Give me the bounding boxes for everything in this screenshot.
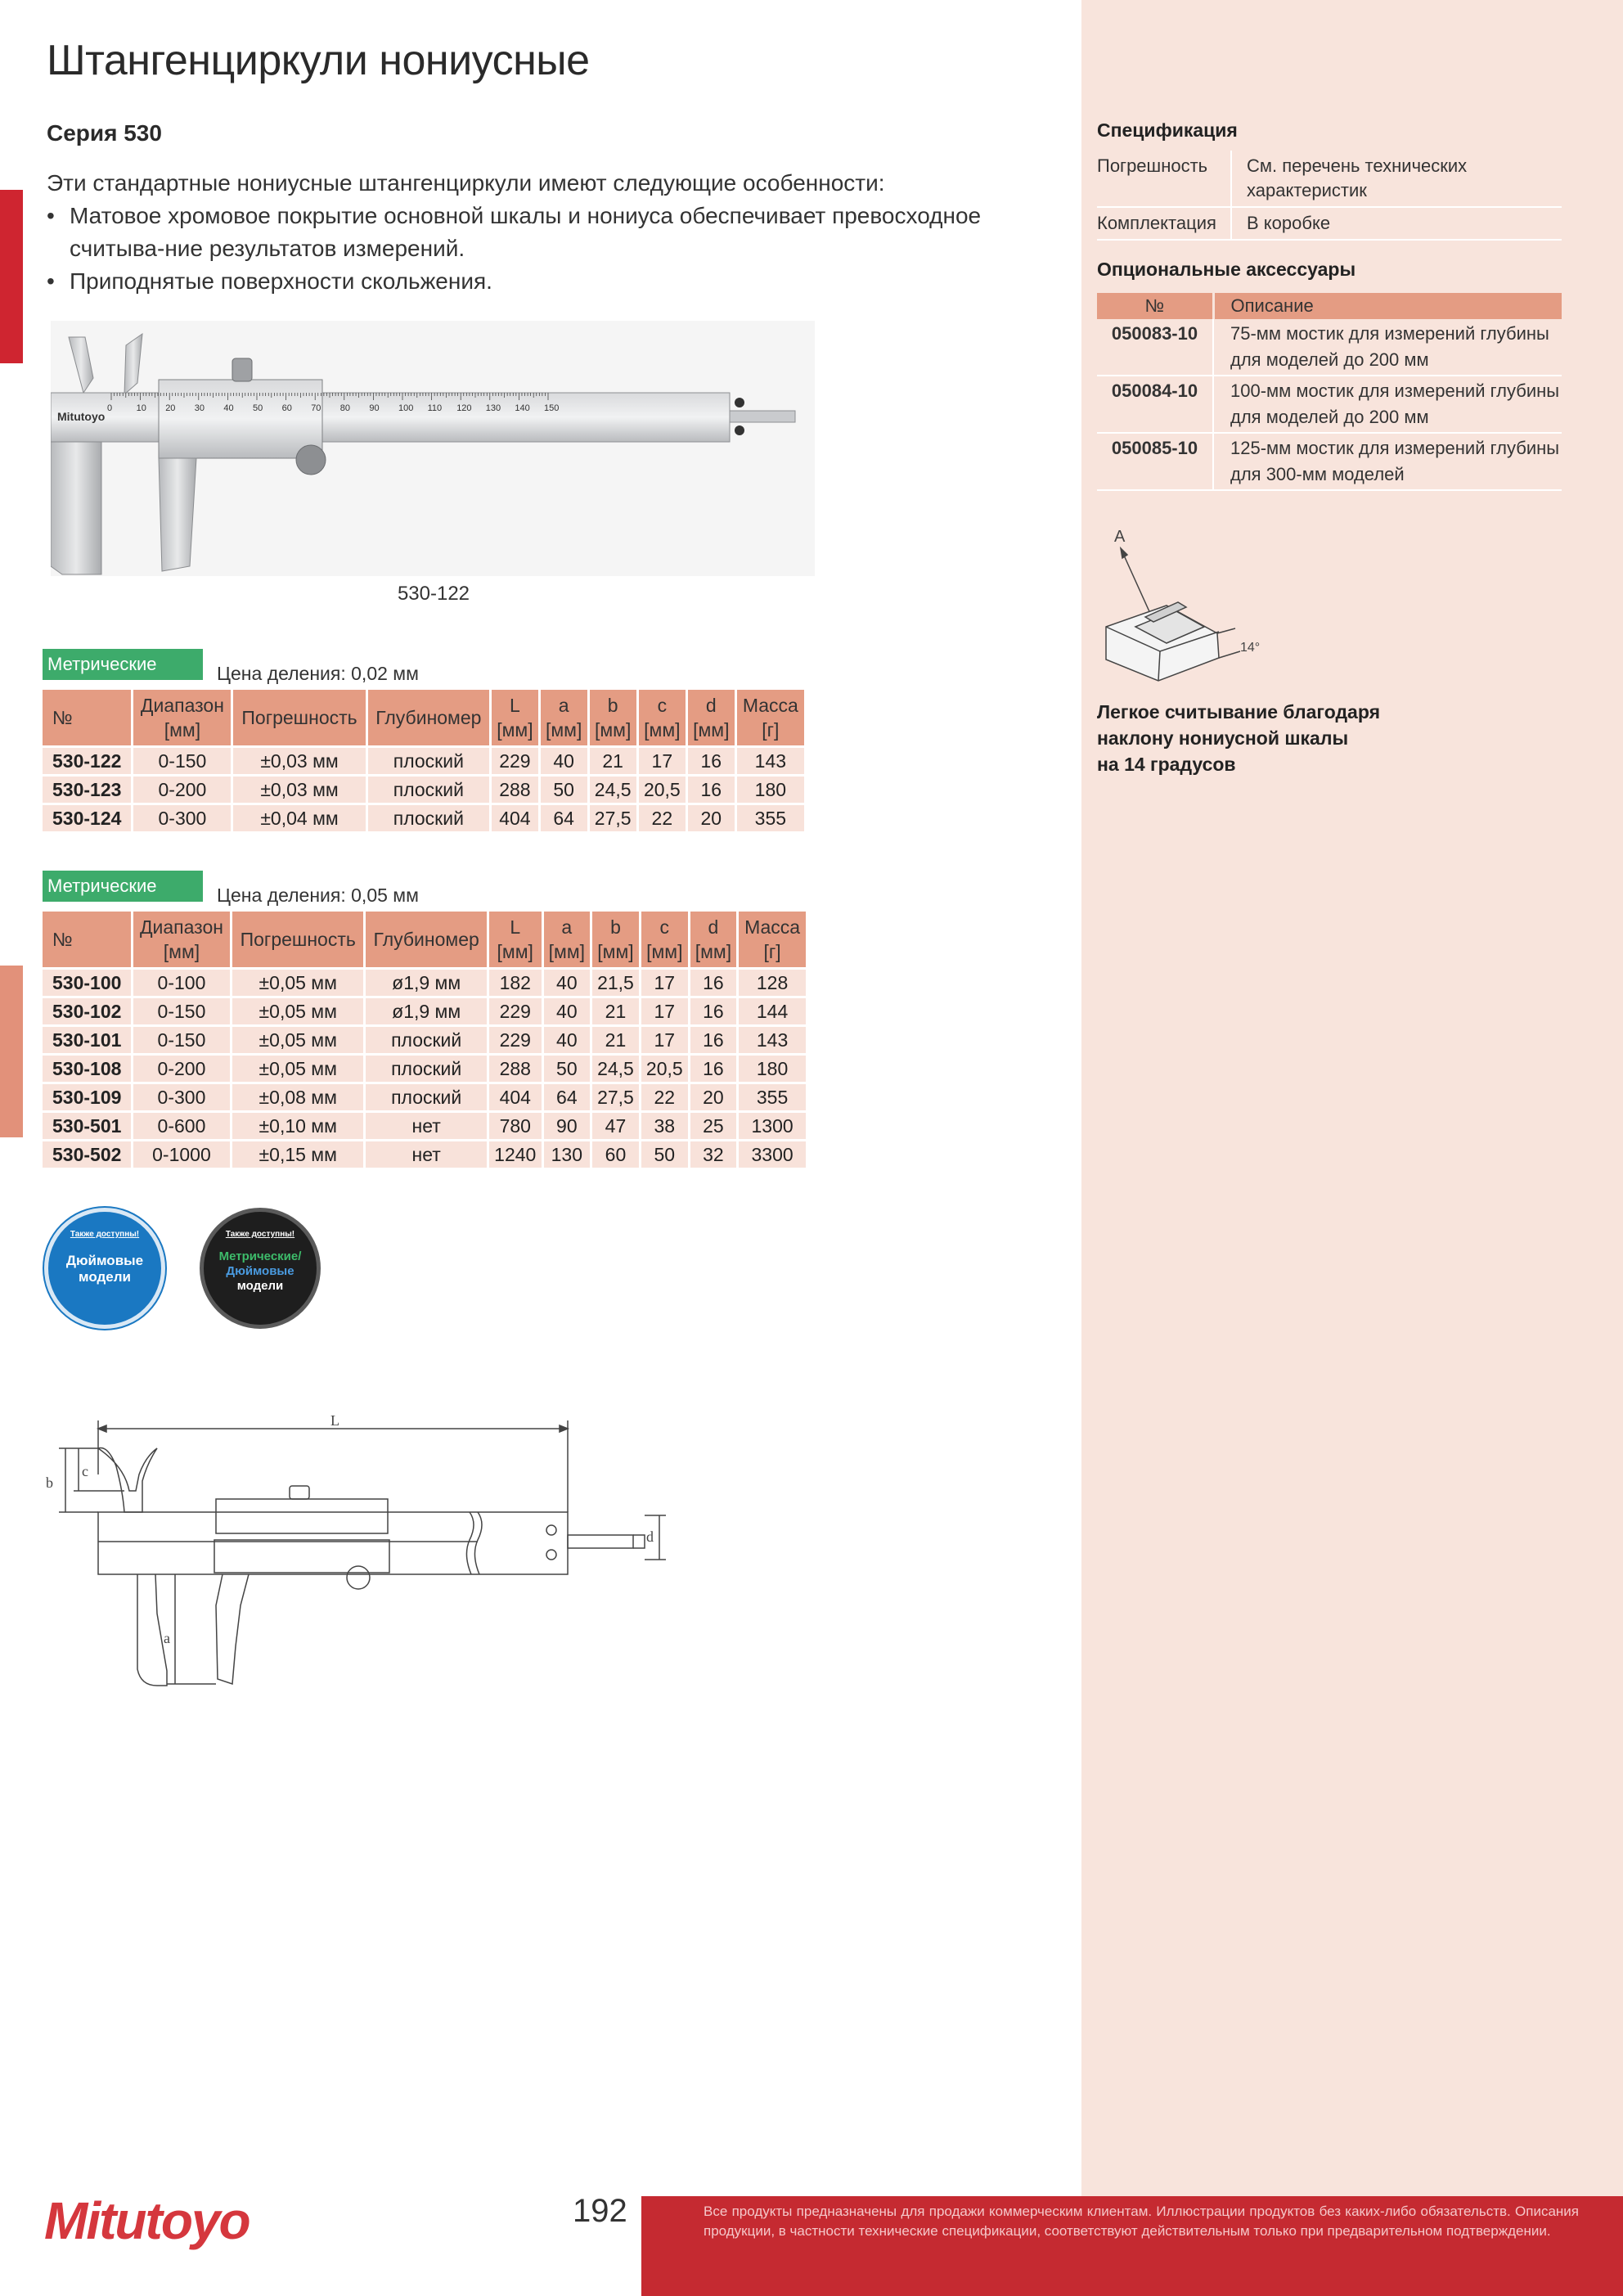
footer-disclaimer: Все продукты предназначены для продажи коммерческим клиентам. Иллюстрации продуктов без каких-либо обязательств. Описания продукции, в частности технические спецификации, соответствуют действительным только при предварительном подтверждении. xyxy=(704,2204,1579,2239)
accessory-desc: 125-мм мостик для измерений глубины для 300-мм моделей xyxy=(1213,433,1562,490)
accessory-desc: 100-мм мостик для измерений глубины для моделей до 200 мм xyxy=(1213,376,1562,433)
model-code-cell: 530-108 xyxy=(43,1055,132,1083)
accessory-no-header: № xyxy=(1097,293,1213,319)
header-text: [мм] xyxy=(695,941,732,962)
table-cell: 180 xyxy=(738,1055,807,1083)
table-cell: ±0,04 мм xyxy=(232,804,366,833)
table-cell: 16 xyxy=(689,1055,737,1083)
table-cell: 21 xyxy=(588,747,637,776)
table-cell: ±0,15 мм xyxy=(232,1141,365,1169)
inch-models-seal: Также доступны! Дюймовые модели xyxy=(44,1208,165,1329)
table-cell: 16 xyxy=(686,776,735,804)
header-text: Масса xyxy=(742,695,798,716)
caption-line: на 14 градусов xyxy=(1097,754,1236,775)
model-code-cell: 530-502 xyxy=(43,1141,132,1169)
column-header xyxy=(232,912,365,969)
model-code-cell: 530-100 xyxy=(43,969,132,997)
table-cell: ±0,03 мм xyxy=(232,747,366,776)
table-cell: 0-150 xyxy=(133,747,232,776)
header-text: Диапазон xyxy=(140,695,224,716)
header-text: [мм] xyxy=(594,719,632,741)
spec-key: Комплектация xyxy=(1097,207,1231,240)
header-text: d xyxy=(708,916,719,938)
header-text: [мм] xyxy=(497,941,533,962)
section-edge-tab xyxy=(0,190,23,363)
header-text: Погрешность xyxy=(240,929,356,950)
table-cell: 27,5 xyxy=(588,804,637,833)
table-cell: 20 xyxy=(686,804,735,833)
angle-value-label: 14° xyxy=(1240,641,1261,655)
header-text: [мм] xyxy=(545,719,582,741)
spec-key: Погрешность xyxy=(1097,151,1231,207)
table-cell: 130 xyxy=(542,1141,591,1169)
column-header xyxy=(738,912,807,969)
table-header-row xyxy=(43,912,807,969)
header-text: Масса xyxy=(744,916,801,938)
table-cell: ±0,10 мм xyxy=(232,1112,365,1141)
column-header xyxy=(591,912,641,969)
table-row xyxy=(43,776,806,804)
table-cell: 25 xyxy=(689,1112,737,1141)
table-cell: 0-300 xyxy=(132,1083,231,1112)
scale-number: 80 xyxy=(339,403,351,413)
header-text: Глубиномер xyxy=(373,929,479,950)
logo-wordmark: Mitutoyo xyxy=(44,2191,250,2250)
spec-value: В коробке xyxy=(1231,207,1562,240)
scale-number: 30 xyxy=(194,403,205,413)
table-cell: 128 xyxy=(738,969,807,997)
mitutoyo-logo xyxy=(44,2191,298,2257)
table-cell: 20,5 xyxy=(640,1055,689,1083)
table-header-row xyxy=(43,690,806,747)
table-cell: 0-600 xyxy=(132,1112,231,1141)
table-cell: 40 xyxy=(542,1026,591,1055)
division-value-label: Цена деления: 0,02 мм xyxy=(217,663,419,684)
model-code-cell: 530-122 xyxy=(43,747,133,776)
column-header xyxy=(539,690,588,747)
table-cell: ø1,9 мм xyxy=(365,997,488,1026)
intro-text xyxy=(47,167,1045,298)
accessory-desc-header: Описание xyxy=(1213,293,1562,319)
table-cell: плоский xyxy=(366,747,490,776)
header-text: № xyxy=(52,707,73,728)
spec-row xyxy=(1097,207,1562,240)
table-cell: 229 xyxy=(491,747,540,776)
table-cell: 143 xyxy=(738,1026,807,1055)
table-cell: 0-300 xyxy=(133,804,232,833)
header-text: a xyxy=(558,695,569,716)
table-cell: 355 xyxy=(735,804,805,833)
table-cell: 780 xyxy=(488,1112,542,1141)
table-cell: 143 xyxy=(735,747,805,776)
table-cell: 404 xyxy=(488,1083,542,1112)
table-cell: 40 xyxy=(542,969,591,997)
model-code-cell: 530-101 xyxy=(43,1026,132,1055)
header-text: a xyxy=(561,916,573,938)
page-title: Штангенциркули нониусные xyxy=(47,37,590,84)
column-header xyxy=(542,912,591,969)
table-row xyxy=(43,969,807,997)
accessory-code: 050083-10 xyxy=(1097,319,1213,376)
header-text: [мм] xyxy=(644,719,681,741)
table-cell: 24,5 xyxy=(591,1055,641,1083)
photo-brand-label: Mitutoyo xyxy=(57,410,106,423)
photo-caption: 530-122 xyxy=(397,583,470,605)
feature-item: • Приподнятые поверхности скольжения. xyxy=(47,265,1045,298)
table-cell: 144 xyxy=(738,997,807,1026)
column-header xyxy=(588,690,637,747)
table-cell: 22 xyxy=(640,1083,689,1112)
scale-number: 130 xyxy=(485,403,501,413)
table-cell: 47 xyxy=(591,1112,641,1141)
scale-number: 110 xyxy=(427,403,443,413)
table-cell: 1300 xyxy=(738,1112,807,1141)
table-cell: 64 xyxy=(542,1083,591,1112)
table-cell: ±0,05 мм xyxy=(232,969,365,997)
table-cell: 22 xyxy=(637,804,686,833)
table-cell: 16 xyxy=(689,1026,737,1055)
accessories-heading: Опциональные аксессуары xyxy=(1097,259,1356,280)
model-code-cell: 530-501 xyxy=(43,1112,132,1141)
table-cell: 0-200 xyxy=(133,776,232,804)
header-text: [г] xyxy=(762,719,780,741)
table-cell: 20,5 xyxy=(637,776,686,804)
header-text: L xyxy=(510,916,521,938)
table-cell: 90 xyxy=(542,1112,591,1141)
table-cell: 0-150 xyxy=(132,1026,231,1055)
table-cell: 17 xyxy=(640,997,689,1026)
header-text: [мм] xyxy=(164,719,201,741)
intro-lead: Эти стандартные нониусные штангенциркули имеют следующие особенности: xyxy=(47,170,885,196)
scale-number: 120 xyxy=(456,403,472,413)
model-code-cell: 530-123 xyxy=(43,776,133,804)
table-cell: 17 xyxy=(640,969,689,997)
table-cell: 0-100 xyxy=(132,969,231,997)
table-cell: 50 xyxy=(542,1055,591,1083)
table-cell: 27,5 xyxy=(591,1083,641,1112)
feature-item: • Матовое хромовое покрытие основной шкалы и нониуса обеспечивает превосходное считыва-ние результатов измерений. xyxy=(47,200,1045,265)
metric-inch-models-seal: Также доступны! Метрические/ Дюймовые модели xyxy=(200,1208,321,1329)
table-row xyxy=(43,1055,807,1083)
specification-table xyxy=(1097,151,1562,241)
header-text: d xyxy=(705,695,717,716)
table-cell: 182 xyxy=(488,969,542,997)
header-text: b xyxy=(607,695,618,716)
header-text: c xyxy=(657,695,668,716)
scale-number: 100 xyxy=(398,403,414,413)
scale-number: 50 xyxy=(253,403,263,413)
column-header xyxy=(43,912,132,969)
table-cell: 38 xyxy=(640,1112,689,1141)
table-cell: плоский xyxy=(365,1083,488,1112)
dim-label-L: L xyxy=(330,1412,339,1429)
scale-number: 20 xyxy=(165,403,176,413)
table-cell: плоский xyxy=(366,804,490,833)
table-cell: 3300 xyxy=(738,1141,807,1169)
table-cell: 21 xyxy=(591,1026,641,1055)
table-cell: 288 xyxy=(491,776,540,804)
table-cell: ±0,05 мм xyxy=(232,1026,365,1055)
table-cell: нет xyxy=(365,1141,488,1169)
accessory-code: 050085-10 xyxy=(1097,433,1213,490)
header-text: [мм] xyxy=(646,941,683,962)
specification-heading: Спецификация xyxy=(1097,119,1238,141)
table-cell: 355 xyxy=(738,1083,807,1112)
header-text: [мм] xyxy=(163,941,200,962)
column-header xyxy=(491,690,540,747)
caption-line: наклону нониусной шкалы xyxy=(1097,727,1349,749)
table-cell: 40 xyxy=(542,997,591,1026)
table-cell: 0-1000 xyxy=(132,1141,231,1169)
table-cell: 180 xyxy=(735,776,805,804)
table-cell: 50 xyxy=(640,1141,689,1169)
column-header xyxy=(365,912,488,969)
scale-number: 60 xyxy=(281,403,292,413)
table-cell: плоский xyxy=(366,776,490,804)
header-text: b xyxy=(610,916,621,938)
table-row xyxy=(43,1141,807,1169)
table-cell: ±0,05 мм xyxy=(232,997,365,1026)
table-cell: 17 xyxy=(640,1026,689,1055)
table-cell: 229 xyxy=(488,997,542,1026)
dimension-drawing xyxy=(44,1409,682,1704)
spec-row xyxy=(1097,151,1562,207)
table-cell: 16 xyxy=(689,997,737,1026)
table-cell: 50 xyxy=(539,776,588,804)
spec-value: См. перечень технических характеристик xyxy=(1231,151,1562,207)
division-value-label: Цена деления: 0,05 мм xyxy=(217,885,419,906)
scale-number: 0 xyxy=(107,403,113,413)
table-cell: плоский xyxy=(365,1055,488,1083)
dim-label-a: a xyxy=(164,1630,170,1646)
header-text: № xyxy=(52,929,73,950)
table-row xyxy=(43,1083,807,1112)
table-cell: 21,5 xyxy=(591,969,641,997)
table-cell: 1240 xyxy=(488,1141,542,1169)
model-code-cell: 530-102 xyxy=(43,997,132,1026)
spec-table-002 xyxy=(43,690,807,834)
header-text: c xyxy=(659,916,670,938)
table-row xyxy=(43,1112,807,1141)
header-text: Глубиномер xyxy=(375,707,482,728)
header-text: [мм] xyxy=(693,719,730,741)
table-cell: 16 xyxy=(686,747,735,776)
column-header xyxy=(689,912,737,969)
column-header xyxy=(735,690,805,747)
column-header xyxy=(43,690,133,747)
table-row xyxy=(43,804,806,833)
section-edge-tab-secondary xyxy=(0,966,23,1137)
table-cell: 288 xyxy=(488,1055,542,1083)
header-text: Диапазон xyxy=(139,916,223,938)
table-cell: 32 xyxy=(689,1141,737,1169)
table-cell: 40 xyxy=(539,747,588,776)
column-header xyxy=(488,912,542,969)
table-cell: 21 xyxy=(591,997,641,1026)
table-row xyxy=(43,747,806,776)
table-row xyxy=(1097,319,1562,376)
table-header-row xyxy=(1097,293,1562,319)
header-text: [мм] xyxy=(548,941,586,962)
table-cell: ±0,05 мм xyxy=(232,1055,365,1083)
table-cell: 229 xyxy=(488,1026,542,1055)
accessories-table xyxy=(1097,293,1562,491)
scale-number: 10 xyxy=(136,403,146,413)
table-cell: нет xyxy=(365,1112,488,1141)
angle-caption xyxy=(1097,699,1424,777)
table-cell: 60 xyxy=(591,1141,641,1169)
table-cell: 404 xyxy=(491,804,540,833)
dim-label-d: d xyxy=(646,1528,654,1545)
caliper-photo xyxy=(51,321,815,576)
model-code-cell: 530-124 xyxy=(43,804,133,833)
table-cell: ø1,9 мм xyxy=(365,969,488,997)
table-cell: 24,5 xyxy=(588,776,637,804)
column-header xyxy=(132,912,231,969)
dim-label-b: b xyxy=(46,1474,53,1491)
header-text: [мм] xyxy=(497,719,533,741)
vernier-angle-figure xyxy=(1096,520,1276,692)
header-text: L xyxy=(510,695,520,716)
spec-table-005 xyxy=(43,912,808,1170)
scale-number: 90 xyxy=(369,403,380,413)
table-cell: ±0,08 мм xyxy=(232,1083,365,1112)
header-text: Погрешность xyxy=(241,707,357,728)
table-cell: 20 xyxy=(689,1083,737,1112)
dim-label-c: c xyxy=(82,1463,88,1479)
table-row xyxy=(43,997,807,1026)
scale-number: 40 xyxy=(223,403,234,413)
table-cell: 16 xyxy=(689,969,737,997)
accessory-desc: 75-мм мостик для измерений глубины для моделей до 200 мм xyxy=(1213,319,1562,376)
angle-point-label: A xyxy=(1114,528,1126,546)
table-cell: 64 xyxy=(539,804,588,833)
column-header xyxy=(366,690,490,747)
table-cell: 0-150 xyxy=(132,997,231,1026)
accessory-code: 050084-10 xyxy=(1097,376,1213,433)
header-text: [мм] xyxy=(597,941,634,962)
table-row xyxy=(43,1026,807,1055)
metric-badge: Метрические xyxy=(43,871,203,902)
header-text: [г] xyxy=(763,941,781,962)
series-heading: Серия 530 xyxy=(47,120,162,146)
column-header xyxy=(232,690,366,747)
table-cell: 0-200 xyxy=(132,1055,231,1083)
table-row xyxy=(1097,376,1562,433)
column-header xyxy=(640,912,689,969)
model-code-cell: 530-109 xyxy=(43,1083,132,1112)
metric-badge: Метрические xyxy=(43,649,203,680)
table-cell: 17 xyxy=(637,747,686,776)
feature-list xyxy=(47,200,1045,298)
scale-number: 70 xyxy=(311,403,321,413)
table-row xyxy=(1097,433,1562,490)
page-number: 192 xyxy=(573,2193,627,2229)
column-header xyxy=(686,690,735,747)
table-cell: ±0,03 мм xyxy=(232,776,366,804)
scale-number: 140 xyxy=(515,403,530,413)
caption-line: Легкое считывание благодаря xyxy=(1097,701,1380,723)
column-header xyxy=(133,690,232,747)
column-header xyxy=(637,690,686,747)
table-cell: плоский xyxy=(365,1026,488,1055)
scale-number: 150 xyxy=(544,403,560,413)
